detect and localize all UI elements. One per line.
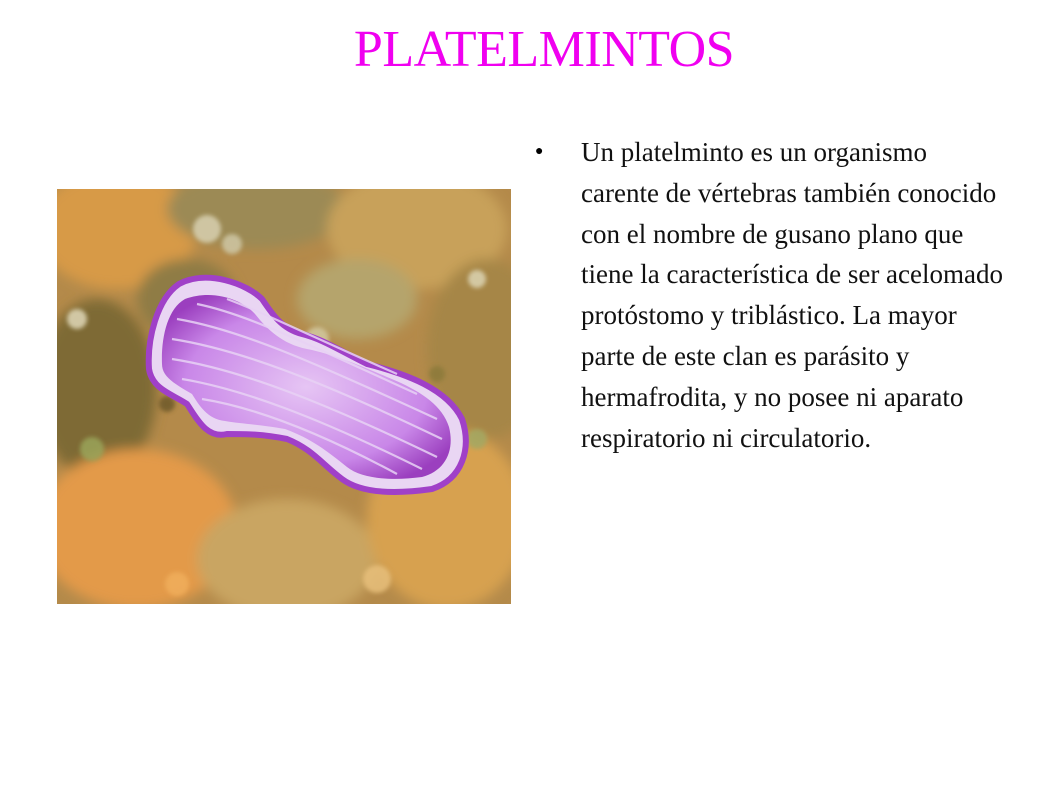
bullet-item (535, 132, 1005, 458)
bullet-paragraph: Un platelminto es un organismo carente de vértebras también conocido con el nombre de gusano plano que tiene la característica de ser acelomado protóstomo y triblástico. La mayor parte de este clan es parásito y hermafrodita, y no posee ni aparato respiratorio ni circulatorio. (581, 137, 1003, 453)
flatworm-photo (57, 189, 511, 604)
slide-title: PLATELMINTOS (353, 21, 735, 78)
bullet-icon: ● (535, 144, 544, 159)
flatworm-photo-svg (57, 189, 511, 604)
